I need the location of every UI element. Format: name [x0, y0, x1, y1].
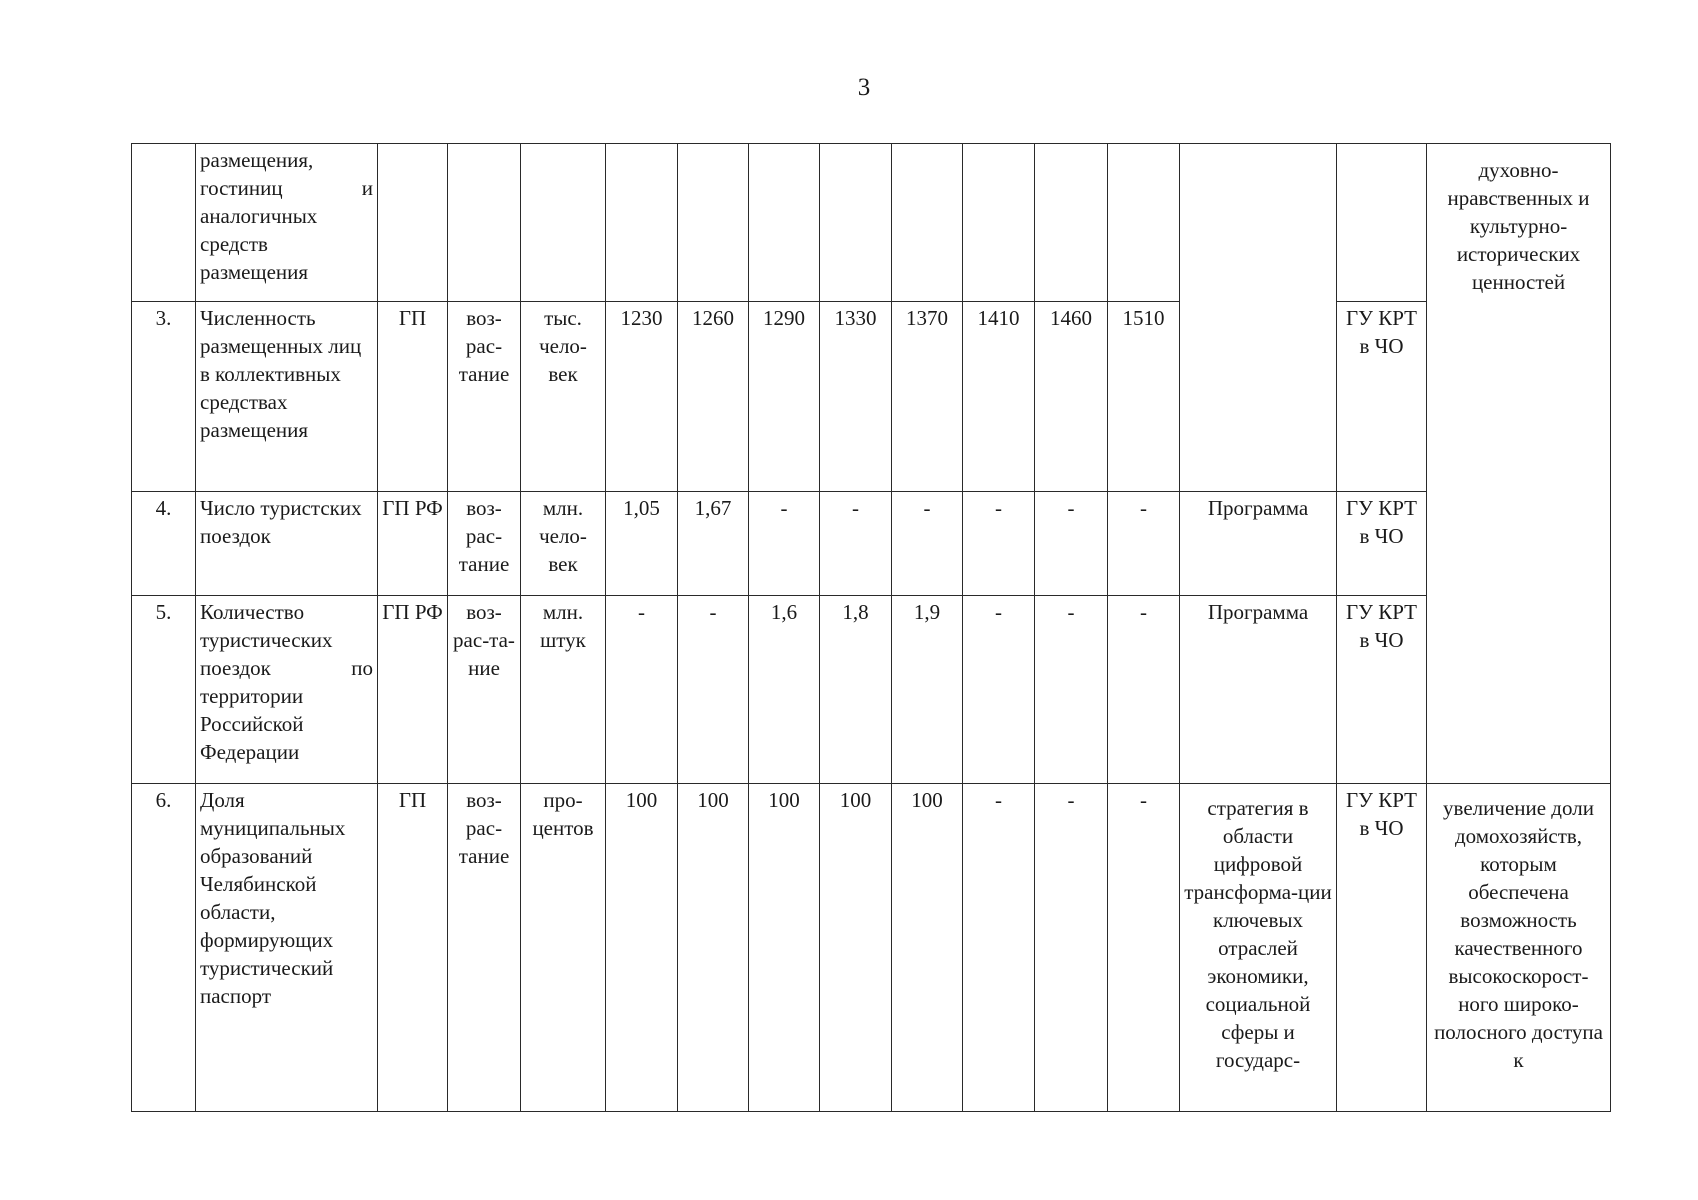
indicator-name: Число туристских поездок [196, 492, 378, 596]
unit-cell: про-центов [521, 784, 606, 1112]
value-cell: - [1035, 596, 1108, 784]
level-cell: ГП РФ [378, 596, 448, 784]
empty-cell [1035, 144, 1108, 302]
row-number: 4. [132, 492, 196, 596]
table-row [132, 596, 1611, 784]
value-cell: 1510 [1108, 302, 1180, 492]
value-cell: 1460 [1035, 302, 1108, 492]
table-row [132, 302, 1611, 492]
value-cell: 1330 [820, 302, 892, 492]
empty-cell [448, 144, 521, 302]
unit-cell: тыс. чело-век [521, 302, 606, 492]
value-cell: 100 [820, 784, 892, 1112]
empty-cell [820, 144, 892, 302]
empty-cell [892, 144, 963, 302]
value-cell: 1370 [892, 302, 963, 492]
table-row [132, 492, 1611, 596]
value-cell: 1260 [678, 302, 749, 492]
responsible-cell: ГУ КРТ в ЧО [1337, 302, 1427, 492]
value-cell: 1290 [749, 302, 820, 492]
responsible-cell [1337, 144, 1427, 302]
empty-cell [678, 144, 749, 302]
trend-cell: воз-рас-тание [448, 302, 521, 492]
value-cell: - [749, 492, 820, 596]
value-cell: 1230 [606, 302, 678, 492]
value-cell: - [963, 784, 1035, 1112]
value-cell: 1,8 [820, 596, 892, 784]
document-cell [1180, 144, 1337, 492]
level-cell: ГП [378, 302, 448, 492]
empty-cell [521, 144, 606, 302]
value-cell: - [1108, 596, 1180, 784]
empty-cell [749, 144, 820, 302]
value-cell: - [1035, 784, 1108, 1112]
table-row [132, 784, 1611, 1112]
table-row [132, 144, 1611, 302]
goal-cell: увеличение доли домохозяйств, которым обеспечена возможность качественного высокоскорост-ного широко-полосного доступа к [1427, 784, 1611, 1112]
value-cell: 1,67 [678, 492, 749, 596]
row-number: 3. [132, 302, 196, 492]
value-cell: 100 [749, 784, 820, 1112]
value-cell: - [892, 492, 963, 596]
value-cell: 1,6 [749, 596, 820, 784]
indicators-table [131, 143, 1611, 1112]
indicator-name: Численность размещенных лиц в коллективных средствах размещения [196, 302, 378, 492]
trend-cell: воз-рас-тание [448, 492, 521, 596]
trend-cell: воз-рас-та-ние [448, 596, 521, 784]
value-cell: 100 [606, 784, 678, 1112]
indicator-name: размещения, гостиниц и аналогичных средств размещения [196, 144, 378, 302]
value-cell: 100 [892, 784, 963, 1112]
unit-cell: млн. штук [521, 596, 606, 784]
document-cell: Программа [1180, 492, 1337, 596]
value-cell: - [1108, 784, 1180, 1112]
value-cell: - [963, 596, 1035, 784]
indicator-name: Количество туристических поездок по территории Российской Федерации [196, 596, 378, 784]
row-number: 6. [132, 784, 196, 1112]
empty-cell [606, 144, 678, 302]
trend-cell: воз-рас-тание [448, 784, 521, 1112]
value-cell: - [678, 596, 749, 784]
responsible-cell: ГУ КРТ в ЧО [1337, 492, 1427, 596]
indicator-name: Доля муниципальных образований Челябинской области, формирующих туристический паспорт [196, 784, 378, 1112]
document-cell: Программа [1180, 596, 1337, 784]
value-cell: - [1108, 492, 1180, 596]
value-cell: 100 [678, 784, 749, 1112]
empty-cell [378, 144, 448, 302]
level-cell: ГП [378, 784, 448, 1112]
row-number: 5. [132, 596, 196, 784]
value-cell: - [820, 492, 892, 596]
value-cell: - [1035, 492, 1108, 596]
value-cell: - [963, 492, 1035, 596]
value-cell: 1,05 [606, 492, 678, 596]
page-number: 3 [857, 74, 871, 101]
goal-cell: духовно-нравственных и культурно-исторических ценностей [1427, 144, 1611, 784]
value-cell: - [606, 596, 678, 784]
row-number [132, 144, 196, 302]
unit-cell: млн. чело-век [521, 492, 606, 596]
document-cell: стратегия в области цифровой трансформа-ции ключевых отраслей экономики, социальной сферы и государс- [1180, 784, 1337, 1112]
value-cell: 1410 [963, 302, 1035, 492]
empty-cell [963, 144, 1035, 302]
responsible-cell: ГУ КРТ в ЧО [1337, 596, 1427, 784]
responsible-cell: ГУ КРТ в ЧО [1337, 784, 1427, 1112]
level-cell: ГП РФ [378, 492, 448, 596]
empty-cell [1108, 144, 1180, 302]
value-cell: 1,9 [892, 596, 963, 784]
